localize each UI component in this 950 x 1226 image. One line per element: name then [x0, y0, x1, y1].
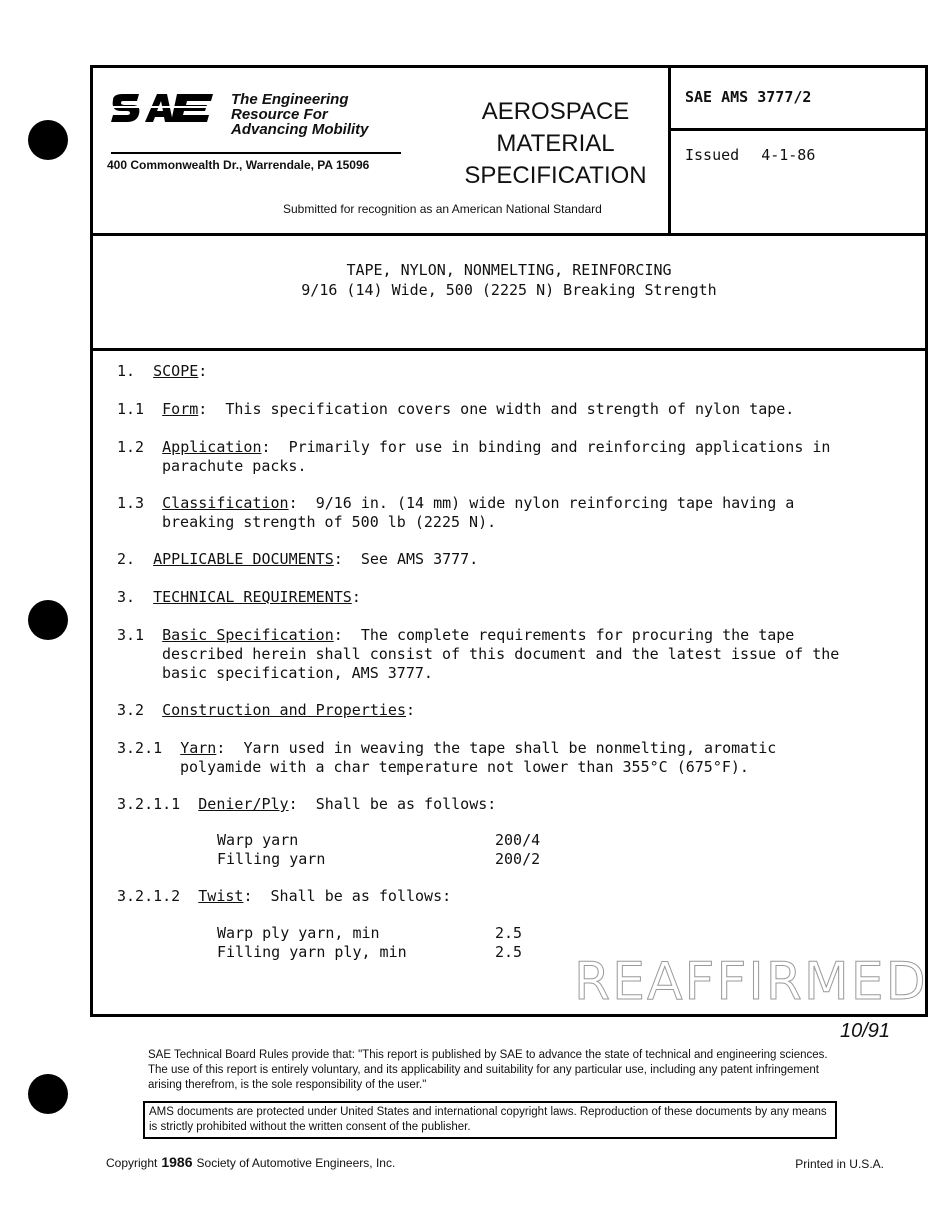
tagline-rule [111, 152, 401, 154]
twist-value-text: 2.5 [495, 943, 523, 961]
section-3-2: 3.2 Construction and Properties: [117, 701, 416, 719]
section-text: Yarn used in weaving the tape shall be nonmelting, aromatic [243, 739, 777, 757]
section-3-2-1-2: 3.2.1.2 Twist: Shall be as follows: [117, 887, 452, 905]
twist-value [495, 924, 522, 943]
section-number: 3.2 [117, 701, 145, 719]
section-title: Yarn [180, 739, 217, 757]
denier-row [217, 831, 298, 850]
section-text: Shall be as follows: [270, 887, 452, 905]
section-text: This specification covers one width and strength of nylon tape. [225, 400, 795, 418]
section-3: 3. TECHNICAL REQUIREMENTS: [117, 588, 361, 606]
doc-type-line-2: MATERIAL [496, 130, 615, 157]
section-title: SCOPE [153, 362, 199, 380]
reaffirmed-stamp: REAFFIRMED [574, 952, 928, 1012]
section-3-1: 3.1 Basic Specification: The complete requirements for procuring the tape described herein shall consist of this document and the latest issue of the basic specification, AMS 3777. [117, 626, 840, 682]
code-divider [671, 128, 925, 131]
twist-label: Filling yarn ply, min [217, 943, 407, 961]
section-number: 3.2.1.2 [117, 887, 181, 905]
section-3-2-1-1: 3.2.1.1 Denier/Ply: Shall be as follows: [117, 795, 497, 813]
twist-row [217, 924, 380, 943]
section-number: 3.2.1 [117, 739, 163, 757]
punch-hole-bottom [28, 1074, 68, 1114]
denier-label: Warp yarn [217, 831, 299, 849]
section-title: Classification [162, 494, 289, 512]
section-number: 3.1 [117, 626, 145, 644]
section-title: Twist [198, 887, 244, 905]
section-number: 1.3 [117, 494, 145, 512]
twist-row [217, 943, 407, 962]
title-line-2: 9/16 (14) Wide, 500 (2225 N) Breaking Strength [301, 281, 717, 299]
section-text: polyamide with a char temperature not lower than 355°C (675°F). [180, 758, 749, 776]
copyright-line [106, 1154, 395, 1170]
twist-value-text: 2.5 [495, 924, 523, 942]
twist-label: Warp ply yarn, min [217, 924, 380, 942]
tagline-line-2: Resource For [231, 106, 328, 123]
tagline-line-3: Advancing Mobility [231, 121, 369, 138]
section-1-3: 1.3 Classification: 9/16 in. (14 mm) wide nylon reinforcing tape having a breaking strength of 500 lb (2225 N). [117, 494, 795, 531]
section-title: Denier/Ply [198, 795, 289, 813]
doc-type [438, 96, 673, 192]
denier-value [495, 831, 540, 850]
tagline [231, 92, 369, 137]
header-left [93, 68, 668, 236]
section-number: 3.2.1.1 [117, 795, 181, 813]
printed-in: Printed in U.S.A. [795, 1157, 884, 1171]
doc-type-line-3: SPECIFICATION [464, 162, 647, 189]
doc-type-line-1: AEROSPACE [481, 98, 630, 125]
section-text: Shall be as follows: [315, 795, 497, 813]
section-text: See AMS 3777. [360, 550, 479, 568]
document-frame [90, 65, 928, 1017]
section-title: Basic Specification [162, 626, 334, 644]
punch-hole-middle [28, 600, 68, 640]
denier-row [217, 850, 325, 869]
tagline-line-1: The Engineering [231, 91, 349, 108]
copyright-label: Copyright [106, 1156, 158, 1170]
title-rule [93, 348, 925, 351]
spec-title [93, 260, 925, 300]
section-text: Primarily for use in binding and reinforcing applications in [288, 438, 831, 456]
board-rules-note: SAE Technical Board Rules provide that: "This report is published by SAE to advance the state of technical and engineering sciences. The use of this report is entirely voluntary, and its applicability and suitability for any particular use, including any patent infringement arising therefrom, is the sole responsibility of the user." [148, 1049, 828, 1091]
section-number: 1.2 [117, 438, 145, 456]
section-title: Application [162, 438, 262, 456]
title-line-1: TAPE, NYLON, NONMELTING, REINFORCING [346, 261, 672, 279]
denier-value [495, 850, 540, 869]
section-title: TECHNICAL REQUIREMENTS [153, 588, 352, 606]
section-text: 9/16 in. (14 mm) wide nylon reinforcing tape having a [315, 494, 795, 512]
section-1: 1. SCOPE: [117, 362, 208, 380]
section-3-2-1: 3.2.1 Yarn: Yarn used in weaving the tape shall be nonmelting, aromatic polyamide with a char temperature not lower than 355°C (675°F). [117, 739, 777, 776]
section-text: parachute packs. [162, 457, 307, 475]
issued-date: 4-1-86 [761, 146, 816, 164]
section-number: 3. [117, 588, 136, 606]
section-title: Form [162, 400, 199, 418]
twist-value [495, 943, 522, 962]
section-2: 2. APPLICABLE DOCUMENTS: See AMS 3777. [117, 550, 479, 568]
section-1-1: 1.1 Form: This specification covers one width and strength of nylon tape. [117, 400, 795, 418]
handwritten-date: 10/91 [840, 1020, 891, 1042]
issued-info [685, 146, 815, 164]
copyright-year: 1986 [161, 1154, 193, 1170]
section-text: basic specification, AMS 3777. [162, 664, 433, 682]
spec-code: SAE AMS 3777/2 [685, 88, 812, 106]
section-title: APPLICABLE DOCUMENTS [153, 550, 334, 568]
copyright-org: Society of Automotive Engineers, Inc. [196, 1156, 396, 1170]
header-rule [93, 233, 925, 236]
sae-logo [109, 92, 219, 132]
denier-label: Filling yarn [217, 850, 326, 868]
address: 400 Commonwealth Dr., Warrendale, PA 15096 [107, 158, 370, 172]
section-number: 1. [117, 362, 136, 380]
submitted-note: Submitted for recognition as an American National Standard [283, 202, 602, 216]
denier-value-text: 200/2 [495, 850, 541, 868]
section-text: described herein shall consist of this document and the latest issue of the [162, 645, 840, 663]
section-title: Construction and Properties [162, 701, 406, 719]
section-1-2: 1.2 Application: Primarily for use in binding and reinforcing applications in parachute packs. [117, 438, 831, 475]
section-text: breaking strength of 500 lb (2225 N). [162, 513, 497, 531]
issued-label: Issued [685, 146, 740, 164]
section-text: The complete requirements for procuring the tape [360, 626, 795, 644]
section-number: 1.1 [117, 400, 145, 418]
copyright-notice: AMS documents are protected under United States and international copyright laws. Reproduction of these documents by any means is strictly prohibited without the written consent of the publisher. [143, 1101, 837, 1139]
denier-value-text: 200/4 [495, 831, 541, 849]
section-number: 2. [117, 550, 136, 568]
header-divider [668, 68, 671, 236]
punch-hole-top [28, 120, 68, 160]
